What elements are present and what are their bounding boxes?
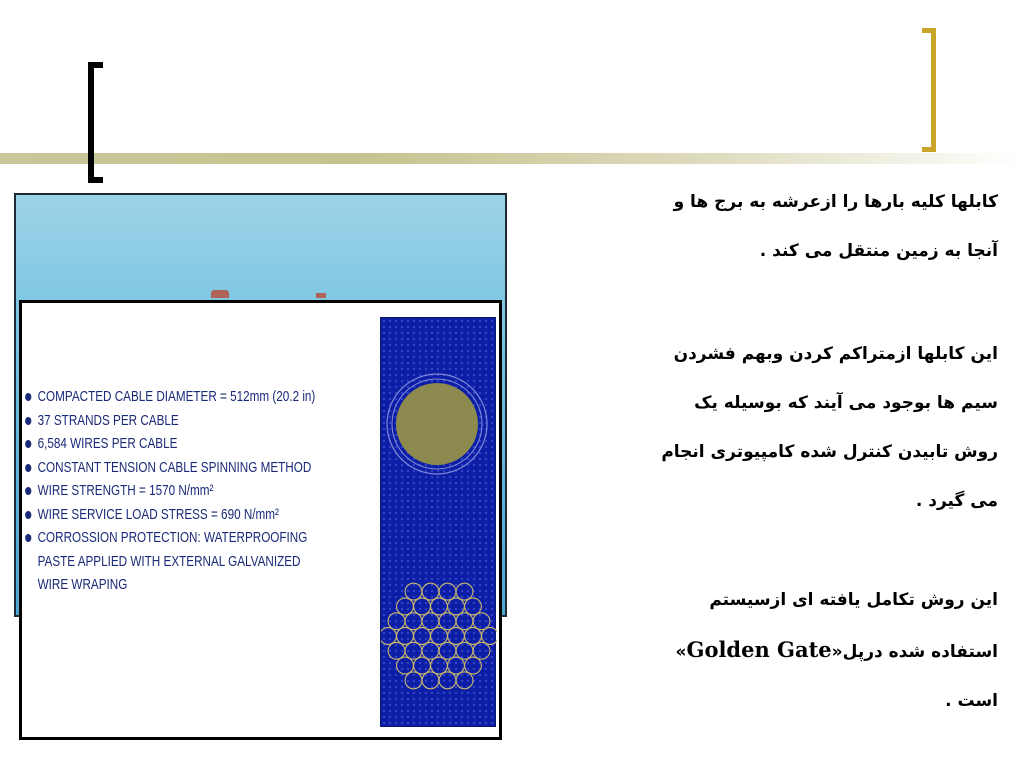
text-line: این روش تکامل یافته ای ازسیستم (709, 590, 998, 610)
strand-circle (422, 642, 439, 659)
strand-circle (397, 657, 414, 674)
strand-circle (439, 613, 456, 630)
strand-circle (456, 642, 473, 659)
paragraph-cable-compaction (538, 330, 998, 526)
cable-spec-list (22, 385, 316, 597)
strand-circle (456, 672, 473, 689)
strand-circle (431, 598, 448, 615)
bullet-icon (25, 511, 31, 519)
spec-item-continuation: WIRE WRAPING (37, 576, 128, 593)
strand-circle (405, 672, 422, 689)
title-underline (0, 153, 1024, 164)
bridge-tower-top (211, 290, 229, 298)
cable-core (396, 383, 478, 465)
text-line: است . (945, 691, 998, 711)
strand-circle (448, 598, 465, 615)
golden-gate-name: Golden Gate (686, 637, 832, 662)
text-fragment: استفاده شده درپل« (831, 642, 998, 662)
strand-circle (405, 583, 422, 600)
strand-circle (439, 672, 456, 689)
text-line: سیم ها بوجود می آیند که بوسیله یک (694, 393, 998, 413)
paragraph-cables-load (538, 178, 998, 276)
strand-circle (422, 583, 439, 600)
strand-circle (414, 657, 431, 674)
text-fragment: » (675, 642, 687, 662)
strand-circle (405, 613, 422, 630)
bullet-icon (25, 534, 31, 542)
left-bracket-decoration (88, 62, 103, 183)
strand-circle (388, 642, 405, 659)
strand-circle (448, 657, 465, 674)
text-line: این کابلها ازمتراکم کردن وبهم فشردن (673, 344, 998, 364)
bridge-tower-top (316, 293, 326, 298)
text-line: آنجا به زمین منتقل می کند . (759, 241, 998, 261)
bullet-icon (25, 393, 31, 401)
strand-circle (439, 583, 456, 600)
strand-circle (388, 613, 405, 630)
cable-spec-figure (19, 300, 502, 740)
text-line: کابلها کلیه بارها را ازعرشه به برج ها و (673, 192, 998, 212)
strand-circle (465, 657, 482, 674)
spec-item: WIRE STRENGTH = 1570 N/mm² (22, 479, 295, 503)
paragraph-golden-gate (538, 576, 998, 726)
strand-circle (422, 613, 439, 630)
cable-cross-section-graphic (380, 317, 496, 727)
strand-circle (414, 598, 431, 615)
strand-circle (473, 642, 490, 659)
bullet-icon (25, 417, 31, 425)
strand-circle (439, 642, 456, 659)
right-bracket-decoration (922, 28, 936, 152)
strand-circle (482, 628, 497, 645)
strand-circle (405, 642, 422, 659)
bullet-icon (25, 440, 31, 448)
bullet-icon (25, 487, 31, 495)
text-line: روش تابیدن کنترل شده کامپیوتری انجام (661, 442, 998, 462)
spec-item: 6,584 WIRES PER CABLE (22, 432, 295, 456)
strand-circle (473, 613, 490, 630)
spec-item: 37 STRANDS PER CABLE (22, 409, 295, 433)
strand-circle (431, 657, 448, 674)
strand-circle (422, 672, 439, 689)
strand-circle (465, 598, 482, 615)
strand-circle (448, 628, 465, 645)
text-line: می گیرد . (915, 491, 998, 511)
strand-circle (465, 628, 482, 645)
spec-item: COMPACTED CABLE DIAMETER = 512mm (20.2 in) (22, 385, 295, 409)
spec-item: WIRE SERVICE LOAD STRESS = 690 N/mm² (22, 503, 295, 527)
spec-item: CORROSSION PROTECTION: WATERPROOFING PASTE APPLIED WITH EXTERNAL GALVANIZED WIRE WRAPING (22, 526, 295, 597)
strand-circle (431, 628, 448, 645)
strand-circle (456, 583, 473, 600)
strand-group (381, 583, 497, 689)
spec-item: CONSTANT TENSION CABLE SPINNING METHOD (22, 456, 295, 480)
strand-circle (381, 628, 396, 645)
strand-circle (397, 628, 414, 645)
strand-circle (414, 628, 431, 645)
text-line (538, 625, 998, 677)
strand-circle (397, 598, 414, 615)
spec-item-continuation: PASTE APPLIED WITH EXTERNAL GALVANIZED (37, 552, 301, 570)
strand-circle (456, 613, 473, 630)
bullet-icon (25, 464, 31, 472)
cable-cross-section-svg (381, 318, 497, 728)
